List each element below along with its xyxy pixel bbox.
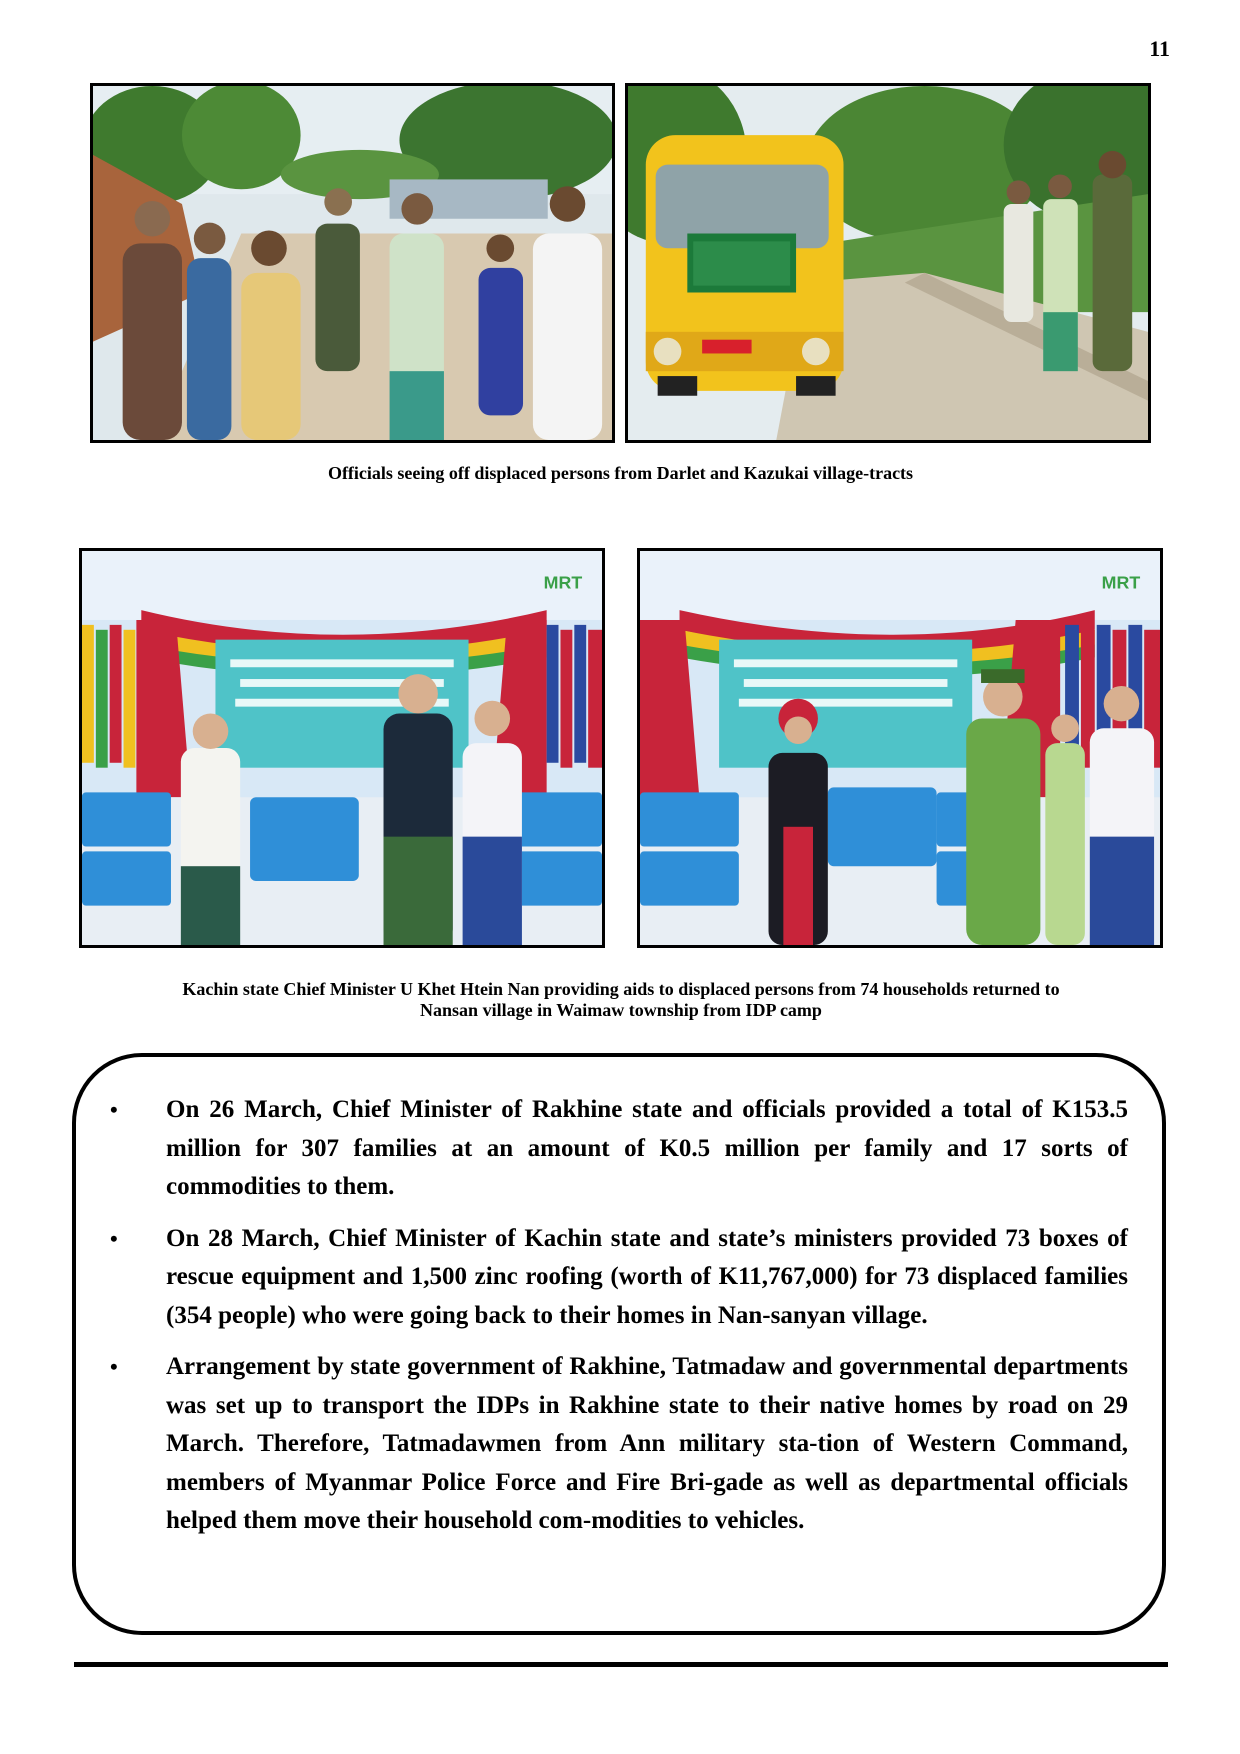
caption-bottom <box>79 979 1163 1021</box>
summary-box <box>72 1053 1166 1635</box>
bullet-item-2 <box>104 1220 1128 1336</box>
mrt-logo-right: MRT <box>1101 572 1141 593</box>
footer-rule <box>74 1662 1168 1667</box>
mrt-logo-left: MRT <box>543 572 583 593</box>
bullet-item-1 <box>104 1091 1128 1207</box>
photo-bottom-right <box>637 548 1163 948</box>
photo-bottom-left <box>79 548 605 948</box>
photo-aid-handover-2-icon <box>640 551 1160 945</box>
bullet-icon: • <box>110 1354 118 1379</box>
photo-crowd-road-icon <box>93 86 612 440</box>
caption-bottom-line1: Kachin state Chief Minister U Khet Htein Nan providing aids to displaced persons from 74 households returned to <box>182 979 1060 999</box>
bullet-text-2: On 28 March, Chief Minister of Kachin state and state’s ministers provided 73 boxes of rescue equipment and 1,500 zinc roofing (worth of K11,767,000) for 73 displaced families (354 people) who were going back to their homes in Nan-sanyan village. <box>166 1224 1128 1329</box>
bullet-icon: • <box>110 1225 118 1251</box>
page-number: 11 <box>1149 36 1170 61</box>
photo-aid-handover-icon <box>82 551 602 945</box>
photo-yellow-bus-icon <box>628 86 1148 440</box>
photo-top-left <box>90 83 615 443</box>
bullet-list <box>104 1091 1128 1541</box>
photo-top-right <box>625 83 1151 443</box>
bullet-text-3: Arrangement by state government of Rakhine, Tatmadaw and governmental departments was set up to transport the IDPs in Rakhine state to their native homes by road on 29 March. Therefore, Tatmadawmen from Ann military sta-tion of Western Command, members of Myanmar Police Force and Fire Bri-gade as well as departmental officials helped them move their household com-modities to vehicles. <box>166 1353 1128 1534</box>
bullet-icon: • <box>110 1097 118 1122</box>
caption-top: Officials seeing off displaced persons from Darlet and Kazukai village-tracts <box>327 463 914 483</box>
caption-bottom-line2: Nansan village in Waimaw township from IDP camp <box>420 1000 822 1020</box>
bullet-item-3 <box>104 1348 1128 1541</box>
bullet-text-1: On 26 March, Chief Minister of Rakhine state and officials provided a total of K153.5 million for 307 families at an amount of K0.5 million per family and 17 sorts of commodities to them. <box>166 1096 1128 1200</box>
